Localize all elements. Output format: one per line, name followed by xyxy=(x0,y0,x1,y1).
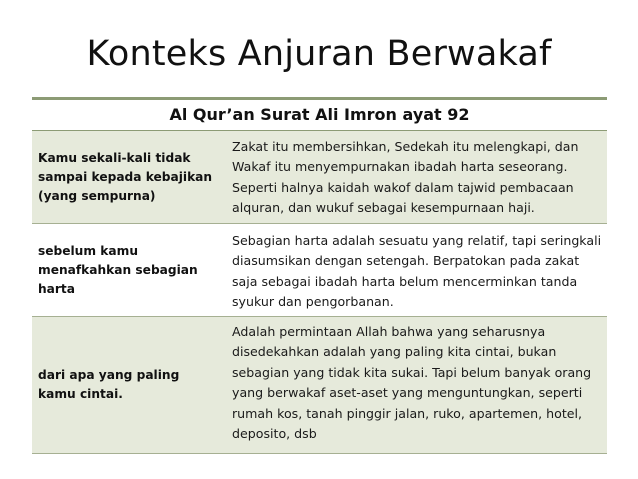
explanation-cell: Sebagian harta adalah sesuatu yang relatif, tapi seringkali diasumsikan dengan setengah. Berpatokan pada zakat saja sebagai ibadah harta belum mencerminkan tanda syukur dan pengorbanan. xyxy=(232,233,602,310)
page-title: Konteks Anjuran Berwakaf xyxy=(86,34,552,74)
verse-cell: dari apa yang paling kamu cintai. xyxy=(38,368,180,401)
verse-cell: Kamu sekali-kali tidak sampai kepada kebajikan (yang sempurna) xyxy=(38,150,213,203)
table-row xyxy=(32,131,607,224)
explanation-cell: Zakat itu membersihkan, Sedekah itu melengkapi, dan Wakaf itu menyempurnakan ibadah harta seseorang. Seperti halnya kaidah wakof dalam tajwid pembacaan alquran, dan wukuf sebagai kesempurnaan haji. xyxy=(232,139,579,216)
explanation-cell: Adalah permintaan Allah bahwa yang seharusnya disedekahkan adalah yang paling kita cintai, bukan sebagian yang tidak kita sukai. Tapi belum banyak orang yang berwakaf aset-aset yang menguntungkan, seperti rumah kos, tanah pinggir jalan, ruko, apartemen, hotel, deposito, dsb xyxy=(232,324,592,442)
table-heading: Al Qur’an Surat Ali Imron ayat 92 xyxy=(32,100,607,131)
verse-cell: sebelum kamu menafkahkan sebagian harta xyxy=(38,243,198,296)
table-row xyxy=(32,317,607,454)
content-table xyxy=(32,97,607,454)
table-row xyxy=(32,224,607,317)
